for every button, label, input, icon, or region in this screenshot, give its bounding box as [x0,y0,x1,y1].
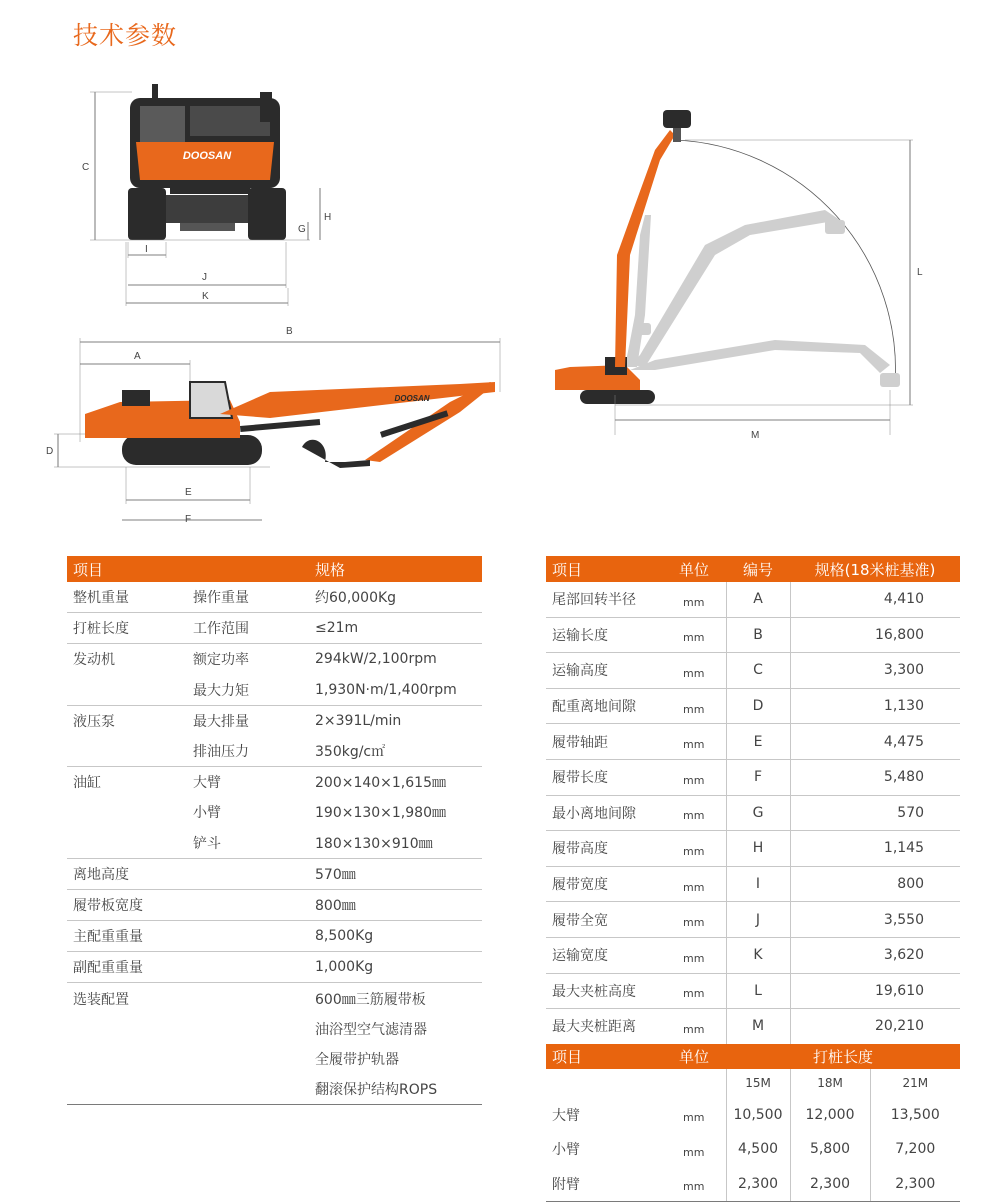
arm-table-body [546,1044,960,1202]
dimension-cell-code: L [726,973,790,1009]
dim-header-spec: 规格(18米桩基准) [790,556,960,582]
arm-cell-item: 附臂 [546,1167,662,1202]
arm-cell-unit: mm [662,1167,726,1202]
front-view-diagram [70,70,340,310]
spec-cell-sub [187,921,309,952]
spec-cell-sub: 小臂 [193,805,221,822]
spec-cell-sub: 大臂 [187,767,309,798]
dimension-row [546,831,960,867]
spec-cell-value: 570㎜ [309,858,482,889]
dimension-cell-unit: mm [662,973,726,1009]
arm-cell-value: 7,200 [870,1132,960,1167]
dimension-cell-value: 16,800 [790,617,960,653]
dimension-row [546,688,960,724]
spec-cell-sub: 最大力矩 [193,682,249,699]
dimension-cell-unit: mm [662,1009,726,1044]
dimension-cell-code: M [726,1009,790,1044]
front-machine-illustration [128,84,286,240]
dimension-cell-item: 运输宽度 [546,937,662,973]
spec-cell-sub [187,952,309,983]
side-machine-illustration [85,382,495,468]
dim-label-B: B [286,326,293,337]
spec-cell-group [67,828,187,859]
dimension-cell-value: 20,210 [790,1009,960,1044]
dim-label-A: A [134,351,141,362]
spec-cell-group [67,1044,187,1074]
spec-cell-sub: 额定功率 [187,644,309,675]
arm-cell-value: 12,000 [790,1097,870,1132]
dimension-cell-value: 3,300 [790,653,960,689]
dimension-cell-unit: mm [662,617,726,653]
spec-cell-sub: 最大排量 [187,705,309,736]
dimension-cell-value: 5,480 [790,759,960,795]
dim-label-D: D [46,446,54,457]
arm-cell-item: 小臂 [552,1142,580,1159]
dimension-cell-unit: mm [662,759,726,795]
dimension-cell-value: 570 [790,795,960,831]
dimension-row [546,866,960,902]
spec-cell-group: 油缸 [67,767,187,798]
spec-row [67,952,482,983]
dimension-cell-value: 1,130 [790,688,960,724]
dimension-cell-item: 履带宽度 [546,866,662,902]
dimension-cell-item: 运输长度 [546,617,662,653]
spec-cell-value: 190×130×1,980㎜ [315,805,446,822]
arm-cell-value: 2,300 [790,1167,870,1202]
dimension-row [546,795,960,831]
spec-row [67,858,482,889]
arm-cell-item: 大臂 [552,1107,580,1124]
dim-header-unit: 单位 [662,556,726,582]
front-brand-text: DOOSAN [182,150,232,162]
spec-cell-value: 8,500Kg [309,921,482,952]
spec-cell-value: 约60,000Kg [315,590,397,607]
side-view-diagram [40,322,510,527]
dimension-cell-code: K [726,937,790,973]
dimension-cell-value: 3,620 [790,937,960,973]
dim-label-I: I [145,244,148,255]
dim-label-E: E [185,487,192,498]
dimension-cell-code: A [726,582,790,617]
spec-row [67,889,482,920]
spec-cell-value: 200×140×1,615㎜ [309,767,482,798]
spec-cell-value: 294kW/2,100rpm [309,644,482,675]
spec-cell-value: 全履带护轨器 [315,1051,399,1068]
arm-length-label: 18M [790,1069,870,1098]
dim-label-L: L [917,267,923,278]
spec-cell-group: 选装配置 [67,983,187,1014]
spec-row [67,675,482,706]
dimension-row [546,653,960,689]
arm-header-length: 打桩长度 [726,1044,960,1069]
dimension-cell-code: C [726,653,790,689]
arm-row [546,1132,960,1167]
arm-header-unit: 单位 [662,1044,726,1069]
dimension-cell-unit: mm [662,724,726,760]
dimension-cell-code: D [726,688,790,724]
arm-cell-value: 13,500 [870,1097,960,1132]
spec-cell-sub [187,1074,309,1105]
arm-length-row [546,1069,960,1098]
dimension-row [546,1009,960,1044]
spec-row [67,582,482,613]
arm-row [546,1097,960,1132]
dimension-cell-code: J [726,902,790,938]
spec-table [67,556,482,1105]
spec-cell-group: 履带板宽度 [67,889,187,920]
spec-cell-group [67,797,187,827]
dimension-row [546,582,960,617]
dimension-cell-item: 履带长度 [546,759,662,795]
dimension-cell-value: 3,550 [790,902,960,938]
dimension-cell-unit: mm [662,688,726,724]
spec-cell-sub [187,1044,309,1074]
spec-row [67,736,482,767]
dimension-cell-code: G [726,795,790,831]
spec-cell-sub: 操作重量 [193,590,249,607]
dim-label-M: M [751,430,760,441]
spec-cell-group: 液压泵 [67,705,187,736]
spec-cell-value: 1,930N·m/1,400rpm [315,681,457,698]
spec-cell-group: 打桩长度 [67,613,187,644]
dimension-cell-unit: mm [662,902,726,938]
dimension-row [546,759,960,795]
dim-label-F: F [185,514,192,525]
dimension-cell-value: 19,610 [790,973,960,1009]
dimension-cell-value: 1,145 [790,831,960,867]
dimension-cell-item: 履带全宽 [546,902,662,938]
spec-cell-group [67,675,187,706]
spec-row [67,1014,482,1044]
dimension-cell-item: 配重离地间隙 [546,688,662,724]
dimension-cell-item: 最小离地间隙 [546,795,662,831]
dim-label-H: H [324,212,332,223]
spec-row [67,983,482,1014]
arm-cell-value: 2,300 [870,1167,960,1202]
spec-cell-group: 发动机 [67,644,187,675]
spec-cell-group: 副配重重量 [67,952,187,983]
dimension-cell-unit: mm [662,866,726,902]
dimension-cell-unit: mm [662,937,726,973]
dimension-row [546,724,960,760]
dimension-cell-unit: mm [662,831,726,867]
spec-row [67,613,482,644]
spec-row [67,705,482,736]
dimension-cell-code: B [726,617,790,653]
dim-label-C: C [82,162,90,173]
dim-label-G: G [298,224,306,235]
arm-cell-value: 10,500 [726,1097,790,1132]
arm-cell-value: 5,800 [790,1132,870,1167]
dimension-table [546,556,960,1202]
dim-label-J: J [202,272,207,283]
dimension-cell-item: 履带轴距 [546,724,662,760]
dimension-cell-item: 尾部回转半径 [552,592,636,609]
dimension-row [546,617,960,653]
spec-cell-value: ≤21m [309,613,482,644]
reach-diagram [545,95,935,450]
side-brand-text: DOOSAN [394,394,430,403]
dimension-cell-code: H [726,831,790,867]
spec-table-body [67,582,482,1105]
dimension-cell-code: I [726,866,790,902]
dimension-cell-code: E [726,724,790,760]
dimension-cell-item: 履带高度 [546,831,662,867]
arm-row [546,1167,960,1202]
dim-header-code: 编号 [726,556,790,582]
dim-header-item: 项目 [546,556,662,582]
spec-cell-value: 800㎜ [309,889,482,920]
dimension-row [546,937,960,973]
spec-cell-sub [187,889,309,920]
spec-cell-value: 翻滚保护结构ROPS [309,1074,482,1105]
spec-row [67,767,482,798]
dimension-cell-unit: mm [662,795,726,831]
dimension-cell-value: 800 [790,866,960,902]
dimension-cell-unit: mm [683,595,705,609]
dimension-cell-item: 最大夹桩距离 [546,1009,662,1044]
spec-cell-sub [187,858,309,889]
dimension-cell-value: 4,475 [790,724,960,760]
spec-cell-sub [187,983,309,1014]
spec-cell-group [67,1014,187,1044]
spec-cell-value: 600㎜三筋履带板 [309,983,482,1014]
spec-cell-group: 整机重量 [73,590,129,607]
spec-row [67,644,482,675]
dimension-table-body [546,582,960,1044]
dimension-cell-item: 运输高度 [546,653,662,689]
spec-cell-value: 180×130×910㎜ [315,835,433,852]
spec-cell-value: 2×391L/min [309,705,482,736]
dimension-row [546,902,960,938]
dimension-cell-code: F [726,759,790,795]
spec-cell-sub: 铲斗 [193,835,221,852]
spec-row [67,1074,482,1105]
spec-cell-group: 离地高度 [67,858,187,889]
spec-cell-value: 350kg/c㎡ [315,744,386,761]
dimension-cell-value: 4,410 [883,591,925,608]
arm-cell-unit: mm [662,1132,726,1167]
spec-cell-value: 油浴型空气滤清器 [315,1021,427,1038]
ghost-boom-positions [625,210,900,387]
arm-cell-value: 4,500 [726,1132,790,1167]
spec-row [67,1044,482,1074]
spec-header-item: 项目 [67,556,187,582]
arm-header-row [546,1044,960,1069]
spec-row [67,797,482,827]
spec-cell-sub [187,1014,309,1044]
dim-label-K: K [202,291,209,302]
arm-header-item: 项目 [546,1044,662,1069]
spec-cell-group [67,1074,187,1105]
spec-row [67,828,482,859]
spec-cell-sub: 排油压力 [193,744,249,761]
spec-cell-group [67,736,187,767]
spec-cell-group: 主配重重量 [67,921,187,952]
arm-cell-value: 2,300 [726,1167,790,1202]
page-title: 技术参数 [73,21,178,50]
arm-length-label: 15M [726,1069,790,1098]
spec-header-spec: 规格 [309,556,482,582]
dimension-row [546,973,960,1009]
dimension-cell-item: 最大夹桩高度 [546,973,662,1009]
arm-cell-unit: mm [662,1097,726,1132]
dimension-cell-unit: mm [662,653,726,689]
arm-length-label: 21M [870,1069,960,1098]
spec-cell-value: 1,000Kg [309,952,482,983]
spec-row [67,921,482,952]
spec-cell-sub: 工作范围 [187,613,309,644]
